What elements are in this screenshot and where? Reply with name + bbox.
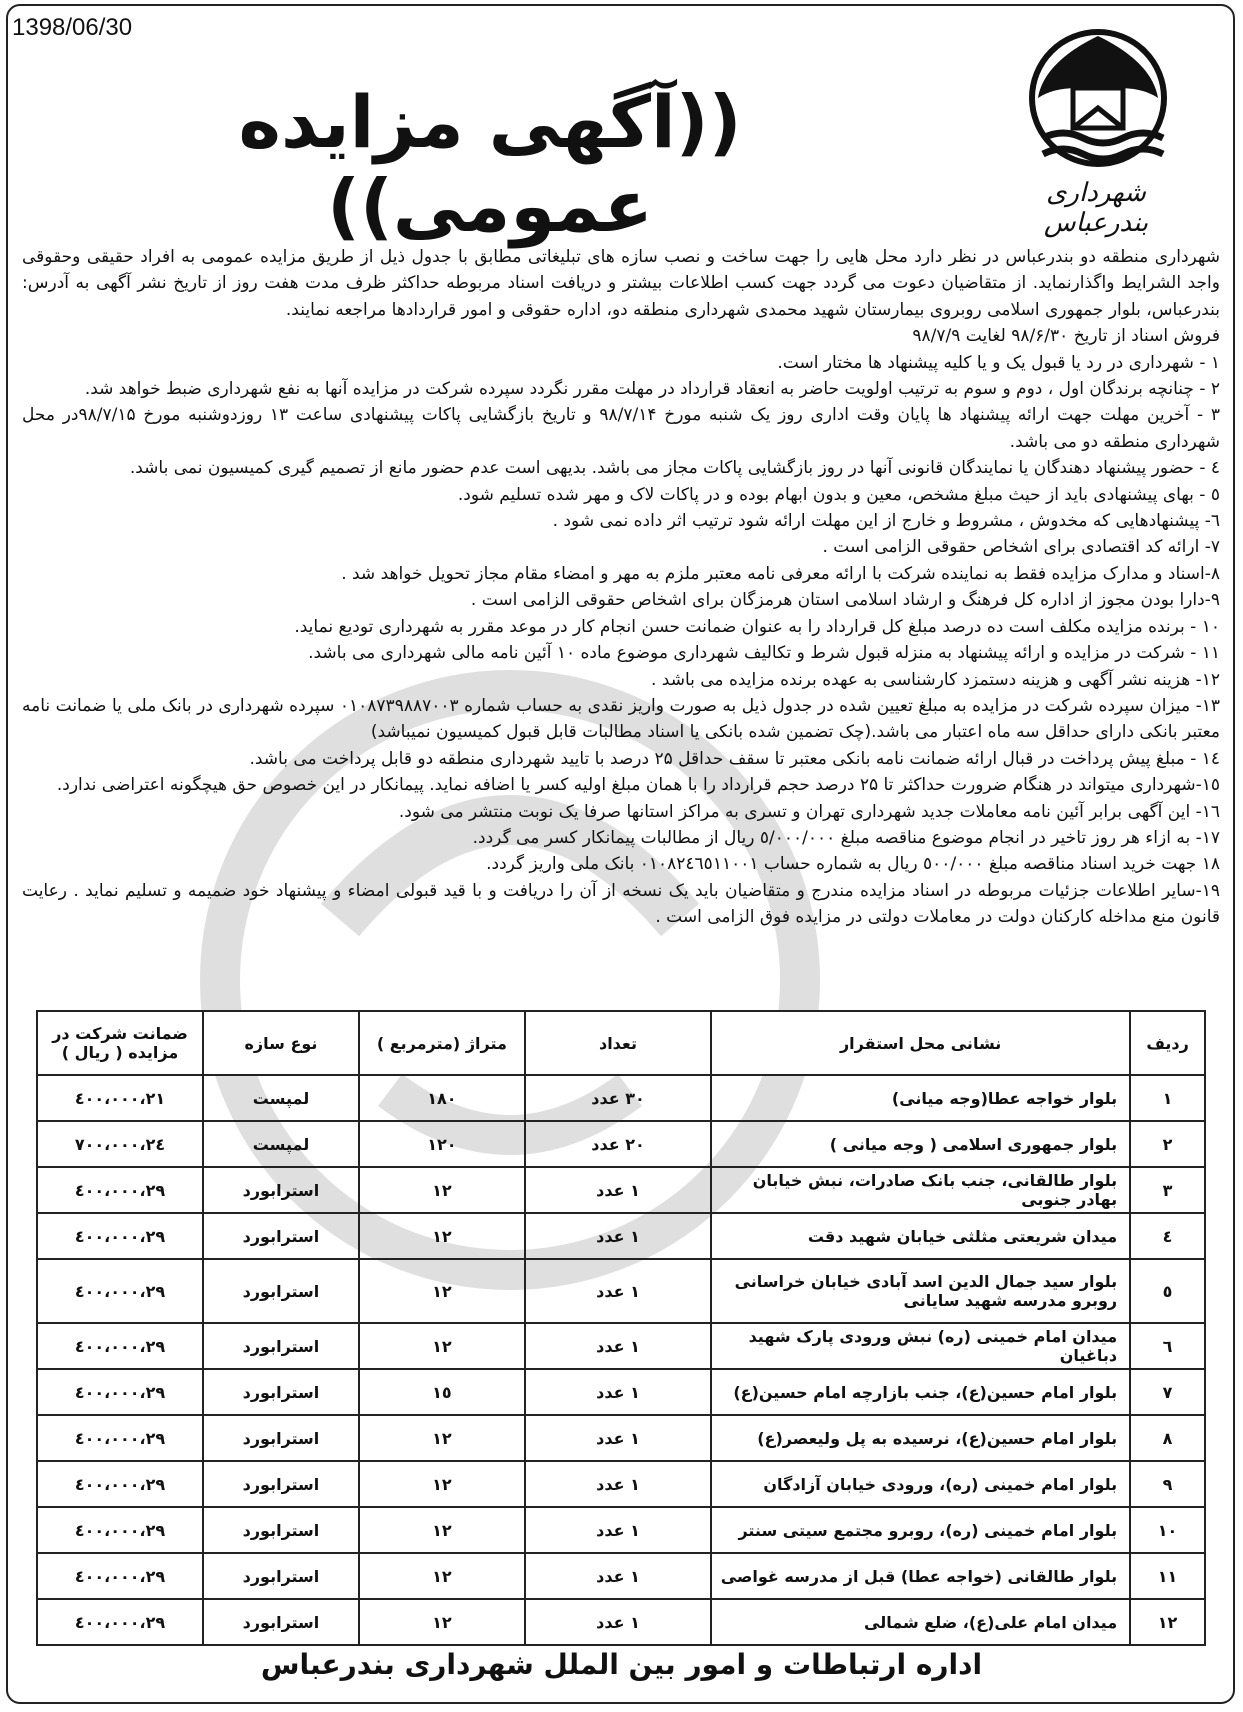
table-row: [37, 1213, 1205, 1259]
cell-deposit: ۲٤،۷۰۰،۰۰۰: [37, 1121, 203, 1167]
col-structure-type: نوع سازه: [203, 1011, 359, 1075]
clause-17: ۱۷- به ازاء هر روز تاخیر در انجام موضوع مناقصه مبلغ ٥/۰۰۰/۰۰۰ ریال از مطالبات پیمانکار کسر می گردد.: [472, 827, 1220, 848]
table-row: [37, 1121, 1205, 1167]
cell-row-number: ۱۰: [1130, 1507, 1205, 1553]
cell-count: ۱ عدد: [525, 1507, 711, 1553]
clause-16: ۱٦- این آگهی برابر آئین نامه معاملات جدید شهرداری تهران و تسری به مراکز استانها صرفا یک نوبت منتشر می شود.: [398, 801, 1220, 822]
clause-12: ۱۲- هزینه نشر آگهی و هزینه دستمزد کارشناسی به عهده برنده مزایده می باشد .: [650, 669, 1220, 690]
cell-area: ۱۲: [359, 1553, 525, 1599]
clause-11: ۱۱ - شرکت در مزایده و ارائه پیشنهاد به منزله قبول شرط و تکالیف شهرداری موضوع ماده ۱۰ آئین نامه مالی شهرداری می باشد.: [308, 643, 1220, 664]
table-row: [37, 1167, 1205, 1213]
page-title: ((آگهی مزایده عمومی)): [238, 80, 742, 248]
table-header-row: [37, 1011, 1205, 1075]
logo-caption: شهرداری بندرعباس: [1043, 178, 1149, 238]
cell-count: ۱ عدد: [525, 1213, 711, 1259]
cell-row-number: ٥: [1130, 1259, 1205, 1323]
cell-deposit: ۲۹،٤۰۰،۰۰۰: [37, 1213, 203, 1259]
clause-14: ۱٤ - مبلغ پیش پرداخت در قبال ارائه ضمانت نامه بانکی معتبر تا سقف حداقل ۲۵ درصد با تایید شهرداری منطقه دو قابل پرداخت می باشد.: [249, 748, 1220, 769]
cell-row-number: ۱: [1130, 1075, 1205, 1121]
col-row-number: ردیف: [1130, 1011, 1205, 1075]
cell-area: ۱۲: [359, 1259, 525, 1323]
col-area: متراژ (مترمربع ): [359, 1011, 525, 1075]
cell-deposit: ۲۹،٤۰۰،۰۰۰: [37, 1507, 203, 1553]
cell-structure-type: استرابورد: [203, 1461, 359, 1507]
table-row: [37, 1259, 1205, 1323]
cell-count: ۱ عدد: [525, 1415, 711, 1461]
col-deposit: ضمانت شرکت در مزایده ( ریال ): [37, 1011, 203, 1075]
cell-count: ۱ عدد: [525, 1369, 711, 1415]
cell-row-number: ٤: [1130, 1213, 1205, 1259]
cell-count: ۱ عدد: [525, 1461, 711, 1507]
table-row: [37, 1323, 1205, 1369]
cell-deposit: ۲۹،٤۰۰،۰۰۰: [37, 1599, 203, 1645]
cell-row-number: ۲: [1130, 1121, 1205, 1167]
cell-count: ۱ عدد: [525, 1323, 711, 1369]
cell-row-number: ۱۲: [1130, 1599, 1205, 1645]
clause-18: ۱۸ جهت خرید اسناد مناقصه مبلغ ٥۰۰/۰۰۰ ریال به شماره حساب ۰۱۰۸۲٤٦٥۱۱۰۰۱ بانک ملی واریز گردد.: [486, 854, 1220, 875]
cell-row-number: ٦: [1130, 1323, 1205, 1369]
cell-location: میدان امام علی(ع)، ضلع شمالی: [711, 1599, 1130, 1645]
cell-area: ۱۲: [359, 1507, 525, 1553]
clause-10: ۱۰ - برنده مزایده مکلف است ده درصد مبلغ کل قرارداد را به عنوان ضمانت حسن انجام کار در موعد مقرر به شهرداری تودیع نماید.: [294, 616, 1220, 637]
table-row: [37, 1599, 1205, 1645]
cell-deposit: ۲۹،٤۰۰،۰۰۰: [37, 1461, 203, 1507]
cell-structure-type: استرابورد: [203, 1323, 359, 1369]
cell-structure-type: استرابورد: [203, 1553, 359, 1599]
clause-13: ۱۳- میزان سپرده شرکت در مزایده به مبلغ تعیین شده در جدول ذیل به صورت واریز نقدی به حساب شماره ۰۱۰۸۷۳۹۸۸۷۰۰۳ سپرده شهرداری در بانک ملی یا ضمانت نامه معتبر بانکی دارای حداقل سه ماه اعتبار می باشد.(چک تضمین شده بانکی یا اسناد مطالبات قابل قبول کمیسیون نمیباشد): [22, 695, 1220, 743]
cell-structure-type: استرابورد: [203, 1259, 359, 1323]
cell-location: بلوار خواجه عطا(وجه میانی): [711, 1075, 1130, 1121]
cell-structure-type: استرابورد: [203, 1167, 359, 1213]
footer-department: اداره ارتباطات و امور بین الملل شهرداری بندرعباس: [260, 1648, 983, 1681]
clause-2: ۲ - چنانچه برندگان اول ، دوم و سوم به ترتیب اولویت حاضر به انعقاد قرارداد در مهلت مقرر نگردد سپرده شرکت در مزایده آنها به نفع شهرداری ضبط خواهد شد.: [84, 379, 1220, 400]
cell-count: ۲۰ عدد: [525, 1121, 711, 1167]
col-count: تعداد: [525, 1011, 711, 1075]
clause-3: ۳ - آخرین مهلت جهت ارائه پیشنهاد ها پایان وقت اداری روز یک شنبه مورخ ۹۸/۷/۱۴ و تاریخ بازگشایی پاکات پیشنهادی ساعت ۱۳ روزدوشنبه مورخ ۹۸/۷/۱۵در محل شهرداری منطقه دو می باشد.: [22, 405, 1220, 452]
cell-count: ۱ عدد: [525, 1599, 711, 1645]
cell-row-number: ۳: [1130, 1167, 1205, 1213]
cell-location: میدان شریعتی مثلثی خیابان شهید دقت: [711, 1213, 1130, 1259]
cell-count: ۳۰ عدد: [525, 1075, 711, 1121]
clause-9: ٩-دارا بودن مجوز از اداره کل فرهنگ و ارشاد اسلامی استان هرمزگان برای اشخاص حقوقی الزامی است .: [470, 590, 1220, 611]
cell-count: ۱ عدد: [525, 1167, 711, 1213]
cell-area: ۱۲: [359, 1599, 525, 1645]
cell-location: بلوار جمهوری اسلامی ( وجه میانی ): [711, 1121, 1130, 1167]
cell-area: ۱۲: [359, 1461, 525, 1507]
cell-structure-type: استرابورد: [203, 1213, 359, 1259]
publish-date: 1398/06/30: [12, 14, 133, 41]
clause-8: ٨-اسناد و مدارک مزایده فقط به نماینده شرکت با ارائه معرفی نامه معتبر ملزم به مهر و امضاء مقام مجاز تحویل خواهد شد .: [341, 563, 1220, 584]
cell-deposit: ۲۹،٤۰۰،۰۰۰: [37, 1415, 203, 1461]
col-location: نشانی محل استقرار: [711, 1011, 1130, 1075]
cell-structure-type: استرابورد: [203, 1369, 359, 1415]
clause-19: ۱۹-سایر اطلاعات جزئیات مربوطه در اسناد مزایده مندرج و متقاضیان باید یک نسخه از آن را دریافت و با قید قبولی امضاء و پیشنهاد خود ضمیمه و تسلیم نماید . رعایت قانون منع مداخله کارکنان دولت در معاملات دولتی در مزایده فوق الزامی است .: [22, 880, 1220, 928]
cell-row-number: ۷: [1130, 1369, 1205, 1415]
cell-location: بلوار امام خمینی (ره)، ورودی خیابان آزادگان: [711, 1461, 1130, 1507]
cell-structure-type: لمپست: [203, 1075, 359, 1121]
table-row: [37, 1461, 1205, 1507]
clause-15: ۱٥-شهرداری میتواند در هنگام ضرورت حداکثر تا ۲۵ درصد حجم قرارداد را با همان مبلغ اولیه کسر یا اضافه نماید. پیمانکار در این خصوص حق هیچگونه اعتراضی ندارد.: [56, 775, 1220, 796]
cell-row-number: ۹: [1130, 1461, 1205, 1507]
cell-location: بلوار امام خمینی (ره)، روبرو مجتمع سیتی سنتر: [711, 1507, 1130, 1553]
cell-deposit: ۲۹،٤۰۰،۰۰۰: [37, 1369, 203, 1415]
cell-row-number: ۸: [1130, 1415, 1205, 1461]
cell-deposit: ۲۱،٤۰۰،۰۰۰: [37, 1075, 203, 1121]
cell-area: ۱۲: [359, 1213, 525, 1259]
clause-1: ۱ - شهرداری در رد یا قبول یک و یا کلیه پیشنهاد ها مختار است.: [777, 352, 1220, 373]
cell-area: ۱۸۰: [359, 1075, 525, 1121]
cell-count: ۱ عدد: [525, 1553, 711, 1599]
cell-area: ۱۲: [359, 1167, 525, 1213]
table-row: [37, 1075, 1205, 1121]
cell-area: ۱۲: [359, 1415, 525, 1461]
cell-deposit: ۲۹،٤۰۰،۰۰۰: [37, 1259, 203, 1323]
auction-table: [36, 1010, 1206, 1646]
cell-location: میدان امام خمینی (ره) نبش ورودی پارک شهید دباغیان: [711, 1323, 1130, 1369]
cell-location: بلوار طالقانی، جنب بانک صادرات، نبش خیابان بهادر جنوبی: [711, 1167, 1130, 1213]
cell-deposit: ۲۹،٤۰۰،۰۰۰: [37, 1167, 203, 1213]
cell-area: ۱۲۰: [359, 1121, 525, 1167]
clause-7: ٧- ارائه کد اقتصادی برای اشخاص حقوقی الزامی است .: [822, 537, 1220, 558]
announcement-body: [22, 244, 1220, 931]
table-row: [37, 1553, 1205, 1599]
table-row: [37, 1415, 1205, 1461]
cell-count: ۱ عدد: [525, 1259, 711, 1323]
table-row: [37, 1507, 1205, 1553]
intro-paragraph: شهرداری منطقه دو بندرعباس در نظر دارد محل هایی را جهت ساخت و نصب سازه های تبلیغاتی مطابق با جدول ذیل از طریق مزایده عمومی به افراد حقیقی وحقوقی واجد الشرایط واگذارنماید. از متقاضیان دعوت می گردد جهت کسب اطلاعات بیشتر و دریافت اسناد مربوطه حداکثر ظرف مدت هفت روز از تاریخ نشر آگهی به آدرس: بندرعباس، بلوار جمهوری اسلامی روبروی بیمارستان شهید محمدی شهرداری منطقه دو، اداره حقوقی و امور قراردادها مراجعه نمایند.: [22, 247, 1220, 320]
cell-structure-type: لمپست: [203, 1121, 359, 1167]
table-row: [37, 1369, 1205, 1415]
clause-5: ٥ - بهای پیشنهادی باید از حیث مبلغ مشخص، معین و بدون ابهام بوده و در پاکات لاک و مهر شده تسلیم شود.: [457, 484, 1220, 505]
cell-structure-type: استرابورد: [203, 1599, 359, 1645]
cell-deposit: ۲۹،٤۰۰،۰۰۰: [37, 1323, 203, 1369]
cell-area: ۱۲: [359, 1323, 525, 1369]
cell-structure-type: استرابورد: [203, 1507, 359, 1553]
cell-location: بلوار سید جمال الدین اسد آبادی خیابان خراسانی روبرو مدرسه شهید سایانی: [711, 1259, 1130, 1323]
document-sale-dates: فروش اسناد از تاریخ ۹۸/۶/۳۰ لغایت ۹۸/۷/۹: [912, 326, 1220, 347]
cell-location: بلوار طالقانی (خواجه عطا) قبل از مدرسه غواصی: [711, 1553, 1130, 1599]
cell-deposit: ۲۹،٤۰۰،۰۰۰: [37, 1553, 203, 1599]
cell-location: بلوار امام حسین(ع)، نرسیده به پل ولیعصر(ع): [711, 1415, 1130, 1461]
cell-structure-type: استرابورد: [203, 1415, 359, 1461]
clause-4: ٤ - حضور پیشنهاد دهندگان یا نمایندگان قانونی آنها در روز بازگشایی پاکات مجاز می باشد. بدیهی است عدم حضور مانع از تصمیم گیری کمیسیون نمی باشد.: [129, 458, 1220, 479]
cell-location: بلوار امام حسین(ع)، جنب بازارچه امام حسین(ع): [711, 1369, 1130, 1415]
cell-area: ۱٥: [359, 1369, 525, 1415]
cell-row-number: ۱۱: [1130, 1553, 1205, 1599]
clause-6: ٦- پیشنهادهایی که مخدوش ، مشروط و خارج از این مهلت ارائه شود ترتیب اثر داده نمی شود .: [552, 511, 1220, 532]
